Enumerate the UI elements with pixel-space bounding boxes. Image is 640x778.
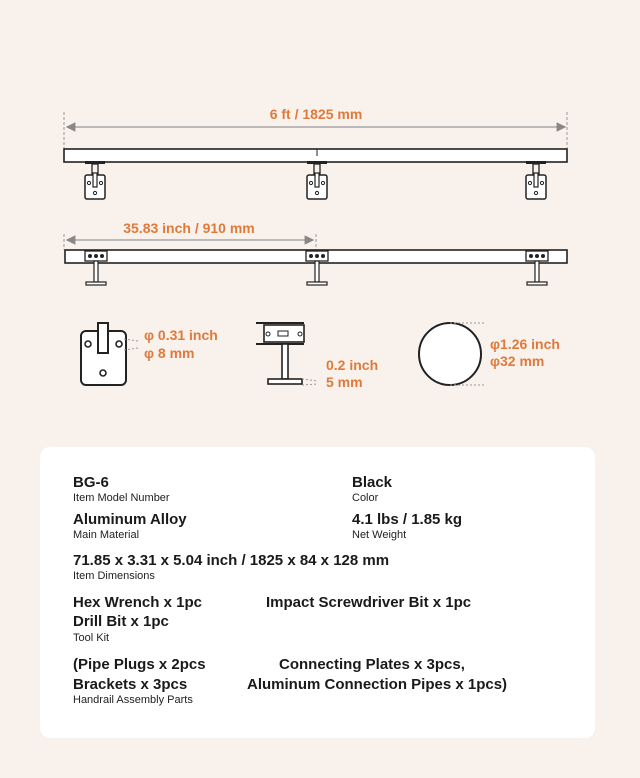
parts-label: Handrail Assembly Parts — [73, 694, 193, 706]
pipe-cross-section-detail — [419, 323, 560, 385]
tool-kit-item: Impact Screwdriver Bit x 1pc — [266, 594, 472, 611]
tool-kit-label: Tool Kit — [73, 632, 110, 644]
plate-thickness-mm: 5 mm — [326, 374, 363, 390]
parts-item: Connecting Plates x 3pcs, — [279, 656, 465, 673]
color-label: Color — [352, 492, 379, 504]
top-view — [64, 106, 567, 199]
bracket — [306, 251, 328, 285]
bracket — [526, 251, 548, 285]
bracket-detail — [256, 323, 378, 390]
hole-diameter-mm: φ 8 mm — [144, 345, 195, 361]
model-value: BG-6 — [73, 474, 109, 491]
tool-kit-item: Hex Wrench x 1pc — [73, 594, 202, 611]
total-length-label: 6 ft / 1825 mm — [269, 106, 363, 122]
tool-kit-item: Drill Bit x 1pc — [73, 613, 169, 630]
parts-item: (Pipe Plugs x 2pcs — [73, 656, 206, 673]
bracket — [526, 161, 546, 199]
parts-item: Brackets x 3pcs — [73, 676, 188, 693]
bracket-spacing-label: 35.83 inch / 910 mm — [123, 220, 255, 236]
plate-thickness-inch: 0.2 inch — [326, 357, 379, 373]
bracket — [307, 161, 327, 199]
handrail-pipe-top — [64, 149, 567, 162]
pipe-diameter-mm: φ32 mm — [490, 353, 545, 369]
bracket — [85, 161, 105, 199]
pipe-diameter-inch: φ1.26 inch — [490, 336, 560, 352]
dimensions-label: Item Dimensions — [73, 570, 155, 582]
material-value: Aluminum Alloy — [73, 511, 187, 528]
dimensions-value: 71.85 x 3.31 x 5.04 inch / 1825 x 84 x 128 mm — [73, 552, 390, 569]
mounting-plate-detail — [81, 323, 218, 385]
color-value: Black — [352, 474, 393, 491]
model-label: Item Model Number — [73, 492, 170, 504]
parts-item: Aluminum Connection Pipes x 1pcs) — [247, 676, 508, 693]
specifications-card — [40, 447, 595, 738]
material-label: Main Material — [73, 529, 140, 541]
weight-value: 4.1 lbs / 1.85 kg — [352, 511, 463, 528]
hole-diameter-inch: φ 0.31 inch — [144, 327, 218, 343]
weight-label: Net Weight — [352, 529, 407, 541]
side-view — [64, 220, 567, 285]
bracket — [85, 251, 107, 285]
